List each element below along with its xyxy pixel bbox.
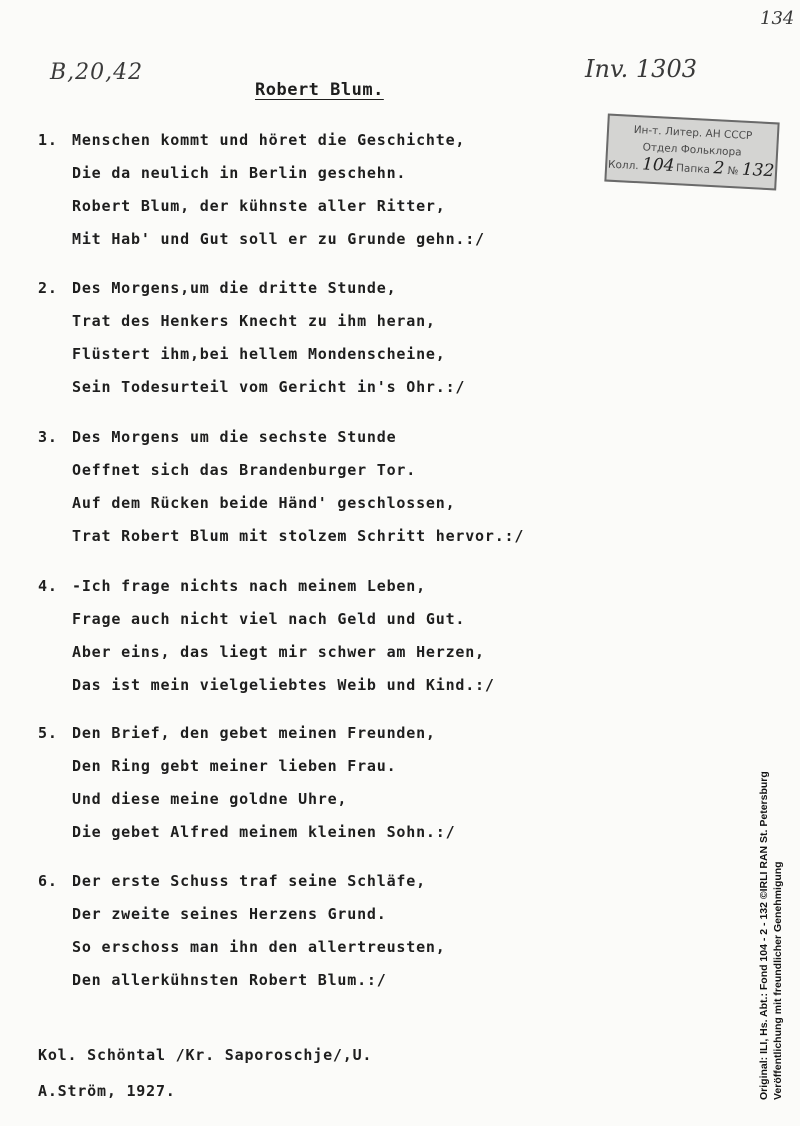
verse-line: Des Morgens um die sechste Stunde [72, 428, 397, 446]
verse-line: -Ich frage nichts nach meinem Leben, [72, 577, 426, 595]
verse-line: Der zweite seines Herzens Grund. [72, 905, 387, 923]
stamp-department: Отдел Фольклора [642, 141, 742, 159]
verse-line: Oeffnet sich das Brandenburger Tor. [72, 461, 417, 479]
stamp-catalog-row: Колл. 104 Папка 2 № 132 [607, 154, 775, 182]
verse-2 [38, 272, 465, 404]
verse-line: Trat des Henkers Knecht zu ihm heran, [72, 312, 436, 330]
archive-credit-line-1: Original: ILI, Hs. Abt.: Fond 104 - 2 - 132 ©IRLI RAN St. Petersburg [758, 771, 770, 1100]
verse-line: Die gebet Alfred meinem kleinen Sohn.:/ [72, 823, 456, 841]
collection-place: Kol. Schöntal /Kr. Saporoschje/,U. [38, 1046, 373, 1064]
verse-line: Und diese meine goldne Uhre, [72, 790, 348, 808]
verse-line: Aber eins, das liegt mir schwer am Herzen, [72, 643, 485, 661]
archive-credit-line-2: Veröffentlichung mit freundlicher Genehmigung [772, 861, 784, 1100]
stamp-folder-label: Папка [675, 162, 711, 176]
verse-line: Den Brief, den gebet meinen Freunden, [72, 724, 436, 742]
verse-number: 1. [38, 131, 58, 149]
verse-1 [38, 124, 485, 256]
verse-line: Den allerkühnsten Robert Blum.:/ [72, 971, 387, 989]
stamp-collection-label: Колл. [607, 158, 639, 173]
verse-line: Auf dem Rücken beide Händ' geschlossen, [72, 494, 456, 512]
song-title: Robert Blum. [255, 80, 384, 100]
verse-6 [38, 865, 446, 997]
stamp-item-value: 132 [741, 159, 775, 182]
verse-line: Des Morgens,um die dritte Stunde, [72, 279, 397, 297]
verse-line: Trat Robert Blum mit stolzem Schritt hervor.:/ [72, 527, 525, 545]
handwritten-signature: B,20,42 [50, 60, 144, 85]
verse-line: Sein Todesurteil vom Gericht in's Ohr.:/ [72, 378, 466, 396]
verse-line: Robert Blum, der kühnste aller Ritter, [72, 197, 446, 215]
verse-line: Mit Hab' und Gut soll er zu Grunde gehn.:/ [72, 230, 485, 248]
handwritten-inventory-number: Inv. 1303 [585, 55, 697, 83]
verse-line: Die da neulich in Berlin geschehn. [72, 164, 407, 182]
verse-3 [38, 421, 524, 553]
verse-number: 6. [38, 872, 58, 890]
archive-stamp [604, 114, 779, 191]
verse-line: Menschen kommt und höret die Geschichte, [72, 131, 466, 149]
verse-line: Das ist mein vielgeliebtes Weib und Kind.:/ [72, 676, 495, 694]
verse-line: So erschoss man ihn den allertreusten, [72, 938, 446, 956]
verse-5 [38, 717, 455, 849]
verse-line: Der erste Schuss traf seine Schläfe, [72, 872, 426, 890]
verse-number: 2. [38, 279, 58, 297]
verse-line: Frage auch nicht viel nach Geld und Gut. [72, 610, 466, 628]
archive-credit [757, 771, 785, 1100]
collection-collector: A.Ström, 1927. [38, 1082, 176, 1100]
verse-line: Flüstert ihm,bei hellem Mondenscheine, [72, 345, 446, 363]
collection-note [38, 1037, 372, 1109]
verse-number: 5. [38, 724, 58, 742]
stamp-collection-value: 104 [641, 154, 676, 177]
stamp-institute: Ин-т. Литер. АН СССР [633, 123, 753, 143]
stamp-folder-value: 2 [712, 158, 725, 179]
verse-line: Den Ring gebt meiner lieben Frau. [72, 757, 397, 775]
handwritten-page-number: 134 [760, 8, 795, 29]
verse-number: 4. [38, 577, 58, 595]
verse-4 [38, 570, 495, 702]
verse-number: 3. [38, 428, 58, 446]
